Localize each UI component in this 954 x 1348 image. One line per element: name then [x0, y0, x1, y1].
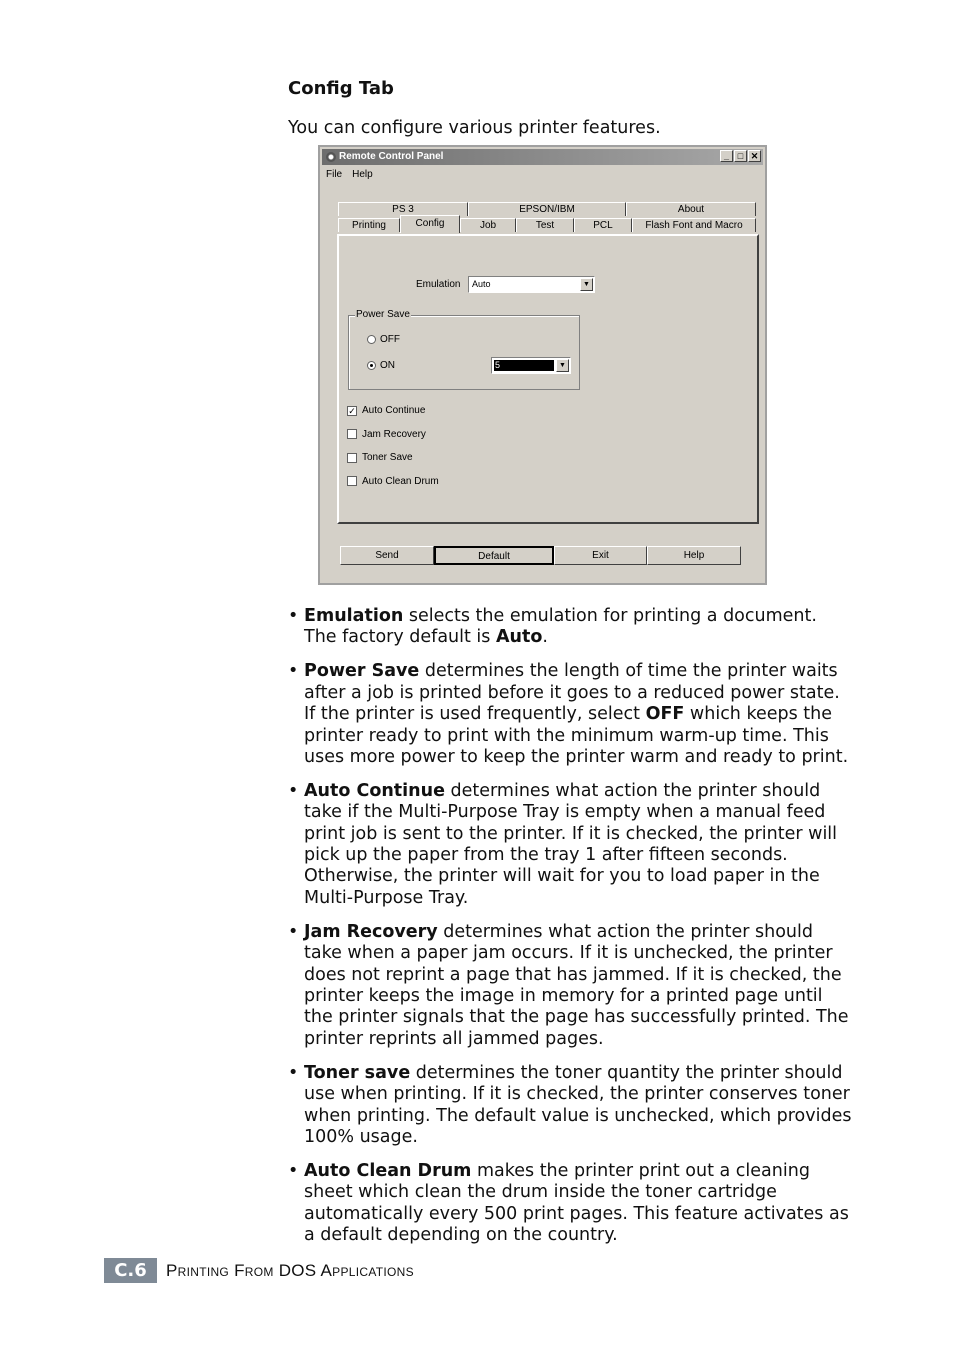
power-save-minutes-value: 5	[494, 360, 554, 371]
chevron-down-icon[interactable]: ▼	[556, 359, 569, 372]
power-save-minutes-select[interactable]	[491, 357, 571, 374]
option-checkboxes	[347, 399, 449, 493]
default-button[interactable]: Default	[434, 546, 554, 565]
page-number: C.6	[104, 1258, 157, 1283]
auto-continue-checkbox[interactable]: ✓	[348, 405, 356, 416]
menu-help[interactable]: Help	[352, 169, 373, 180]
bullet-emulation: • Emulation selects the emulation for printing a document. The factory default is Auto.	[288, 606, 854, 649]
bullet-power-save: • Power Save determines the length of time the printer waits after a job is printed before it goes to a reduced power state. If the printer is used frequently, select OFF which keeps the printer ready to print with the minimum warm-up time. This uses more power to keep the printer warm and ready to print.	[288, 661, 854, 768]
auto-continue-option[interactable]	[347, 399, 449, 423]
bullet-term: Jam Recovery	[304, 921, 438, 942]
window-title: Remote Control Panel	[339, 151, 444, 162]
tab-test[interactable]: Test	[516, 218, 574, 232]
bullet-auto-continue: • Auto Continue determines what action the printer should take if the Multi-Purpose Tray is empty when a manual feed print job is sent to the printer. If it is checked, the printer will pick up the paper from the tray 1 after fifteen seconds. Otherwise, the printer will wait for you to load paper in the Multi-Purpose Tray.	[288, 781, 854, 909]
minimize-button[interactable]: _	[720, 150, 733, 162]
close-button[interactable]: ✕	[748, 150, 761, 162]
power-save-group	[348, 309, 580, 390]
bullet-term: Power Save	[304, 661, 420, 682]
radio-off-label: OFF	[380, 334, 400, 345]
radio-on[interactable]	[367, 361, 376, 370]
power-save-on-option[interactable]	[367, 360, 395, 371]
bullet-auto-clean-drum: • Auto Clean Drum makes the printer print out a cleaning sheet which clean the drum inside the toner cartridge automatically every 500 print pages. This feature activates as a default depending on the country.	[288, 1161, 854, 1247]
tab-flash-font-macro[interactable]: Flash Font and Macro	[632, 218, 756, 232]
emulation-value: Auto	[472, 279, 491, 289]
dialog-buttons	[340, 546, 741, 565]
toner-save-label: Toner Save	[362, 452, 413, 464]
emulation-select[interactable]	[468, 276, 595, 293]
menu-file[interactable]: File	[326, 169, 343, 180]
jam-recovery-checkbox[interactable]	[347, 429, 357, 439]
send-button[interactable]: Send	[340, 546, 434, 565]
auto-clean-drum-checkbox[interactable]	[347, 476, 357, 486]
printer-app-icon	[326, 152, 336, 162]
menubar	[326, 169, 373, 180]
section-intro: You can configure various printer features.	[288, 118, 661, 138]
emulation-label: Emulation	[416, 279, 461, 290]
bullet-toner-save: • Toner save determines the toner quantity the printer should use when printing. If it is checked, the printer conserves toner when printing. The default value is unchecked, which provides 100% usage.	[288, 1063, 854, 1149]
power-save-title: Power Save	[356, 309, 410, 320]
bullet-term: Auto Continue	[304, 780, 445, 801]
remote-control-panel-window	[318, 145, 767, 585]
tab-pcl[interactable]: PCL	[574, 218, 632, 232]
jam-recovery-option[interactable]	[347, 423, 449, 447]
tab-config[interactable]: Config	[400, 215, 460, 233]
window-titlebar[interactable]	[322, 149, 763, 165]
tab-printing[interactable]: Printing	[338, 218, 400, 232]
radio-on-label: ON	[380, 360, 395, 371]
tab-row-front	[338, 218, 756, 233]
tab-row-back	[338, 202, 756, 216]
tab-about[interactable]: About	[626, 202, 756, 216]
tab-ps3[interactable]: PS 3	[338, 202, 468, 216]
jam-recovery-label: Jam Recovery	[362, 428, 426, 440]
maximize-button[interactable]: □	[734, 150, 747, 162]
chapter-title: Printing From DOS Applications	[166, 1260, 414, 1280]
toner-save-checkbox[interactable]	[347, 453, 357, 463]
bullet-term: Toner save	[304, 1062, 411, 1083]
toner-save-option[interactable]	[347, 446, 449, 470]
help-button[interactable]: Help	[647, 546, 741, 565]
power-save-off-option[interactable]	[367, 334, 400, 345]
auto-continue-label: Auto Continue	[362, 405, 426, 417]
page-footer	[104, 1258, 414, 1283]
bullet-term: Emulation	[304, 606, 404, 626]
auto-clean-drum-option[interactable]	[347, 470, 449, 494]
feature-descriptions	[288, 606, 854, 1259]
bullet-jam-recovery: • Jam Recovery determines what action the printer should take when a paper jam occurs. If it is unchecked, the printer does not reprint a page that has jammed. If it is checked, the printer keeps the image in memory for a printed page until the printer signals that the page has successfully printed. The printer reprints all jammed pages.	[288, 922, 854, 1050]
bullet-term: Auto Clean Drum	[304, 1160, 472, 1181]
exit-button[interactable]: Exit	[554, 546, 647, 565]
auto-clean-drum-label: Auto Clean Drum	[362, 475, 439, 487]
tab-epson-ibm[interactable]: EPSON/IBM	[468, 202, 626, 216]
section-heading: Config Tab	[288, 78, 394, 99]
tab-job[interactable]: Job	[460, 218, 516, 232]
chevron-down-icon[interactable]: ▼	[580, 278, 593, 291]
radio-off[interactable]	[367, 335, 376, 344]
